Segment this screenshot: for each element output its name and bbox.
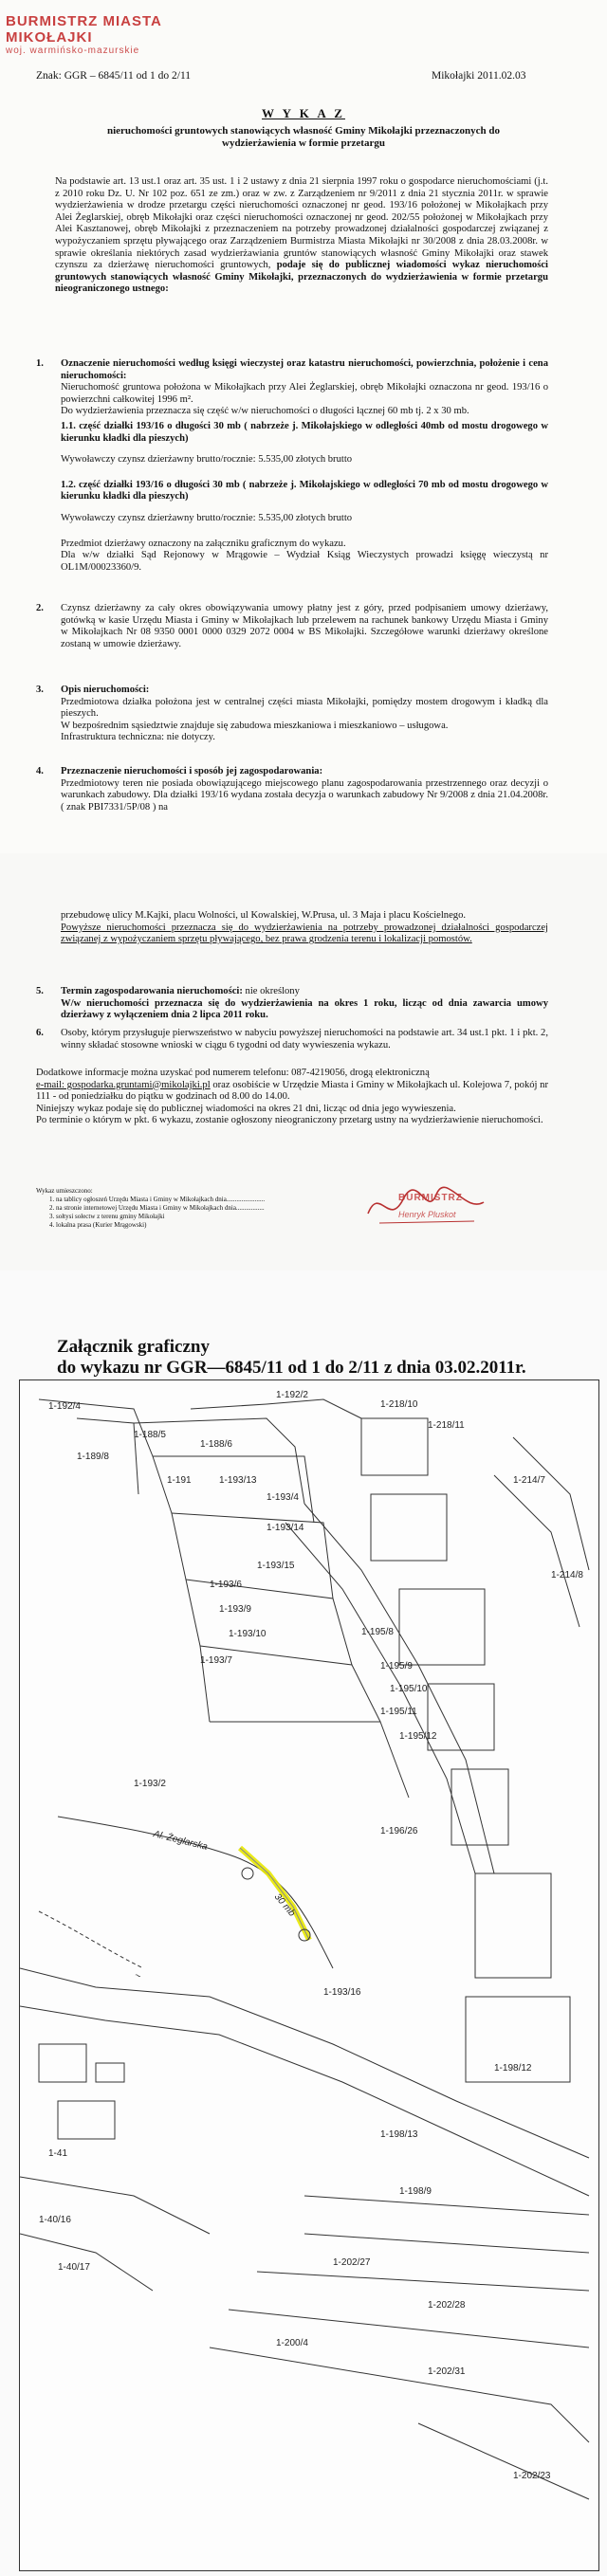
- document-sign: Znak: GGR – 6845/11 od 1 do 2/11: [36, 70, 192, 82]
- parcel-label: 1-202/23: [513, 2471, 551, 2481]
- parcel-label: 1-193/9: [219, 1604, 251, 1615]
- parcel-label: 1-202/27: [333, 2257, 371, 2268]
- parcel-label: 1-40/17: [58, 2262, 90, 2273]
- point-5-body: nie określony: [245, 986, 300, 996]
- info-office: oraz osobiście w Urzędzie Miasta i Gminy w Mikołajkach ul. Kolejowa 7, pokój nr 111 - od poniedziałku do piątku w godzinach od 8.00 do 14.00.: [36, 1079, 549, 1103]
- lease-length-label: 30 mb: [271, 1891, 298, 1919]
- parcel-label: 1-198/9: [399, 2186, 432, 2197]
- point-4-cont-text: przebudowę ulicy M.Kajki, placu Wolności, ul Kowalskiej, W.Prusa, ul. 3 Maja i placu Kościelnego.: [61, 910, 467, 921]
- parcel-label: 1-191: [167, 1475, 192, 1486]
- document-page-2: [0, 853, 607, 1270]
- parcel-label: 1-188/5: [134, 1430, 166, 1440]
- intro-paragraph: [55, 176, 548, 296]
- parcel-label: 1-40/16: [39, 2215, 71, 2225]
- intro-bold-text: podaje się do publicznej wiadomości wykaz nieruchomości gruntowych stanowiących własność Gminy Mikołajki, przeznaczonych do wydzierżawienia w formie przetargu nieograniczonego ustnego:: [55, 260, 549, 295]
- parcel-label: 1-198/13: [380, 2129, 418, 2140]
- map-title-line-1: Załącznik graficzny: [57, 1337, 210, 1357]
- parcel-label: 1-200/4: [276, 2338, 308, 2348]
- point-2-body: Czynsz dzierżawny za cały okres obowiązywania umowy płatny jest z góry, przed podpisaniem umowy dzierżawy, gotówką w kasie Urzędu Miasta i Gminy w Mikołajkach lub przelewem na rachunek bankowy Urzędu Miasta i Gminy w Mikołajkach Nr 08 9350 0001 0000 0329 2072 0004 w BS Mikołajki. Szczegółowe warunki dzierżawy określone zostaną w umowie dzierżawy.: [61, 603, 548, 649]
- parcel-label: 1-193/4: [267, 1492, 299, 1503]
- additional-info: [36, 1068, 548, 1127]
- parcel-label: 1-202/31: [428, 2366, 466, 2377]
- point-3: [36, 685, 548, 744]
- document-page-1: [0, 0, 607, 853]
- street-label: Al. Żeglarska: [152, 1829, 209, 1853]
- document-place-date: Mikołajki 2011.02.03: [432, 70, 526, 82]
- point-4-continuation: [61, 910, 548, 946]
- map-title-line-2: do wykazu nr GGR—6845/11 od 1 do 2/11 z dnia 03.02.2011r.: [57, 1358, 526, 1378]
- point-3-body-3: Infrastruktura techniczna: nie dotyczy.: [61, 732, 215, 743]
- point-3-heading: Opis nieruchomości:: [61, 685, 150, 695]
- point-4: [36, 766, 548, 813]
- parcel-label: 1-195/8: [361, 1627, 394, 1637]
- point-1: [36, 358, 548, 574]
- parcel-label: 1-218/11: [428, 1420, 465, 1431]
- notes-item: 1. na tablicy ogłoszeń Urzędu Miasta i Gminy w Mikołajkach dnia.......................: [49, 1196, 266, 1203]
- parcel-label: 1-193/6: [210, 1580, 242, 1590]
- parcel-label: 1-192/2: [276, 1390, 308, 1400]
- parcel-label: 1-41: [48, 2148, 68, 2159]
- stamp-line-2: woj. warmińsko-mazurskie: [6, 46, 140, 56]
- notes-heading: Wykaz umieszczono:: [36, 1187, 93, 1195]
- info-email[interactable]: e-mail: gospodarka.gruntami@mikolajki.pl: [36, 1079, 211, 1090]
- point-5-number: 5.: [36, 986, 44, 996]
- map-title: [57, 1337, 526, 1379]
- parcel-label: 1-195/10: [390, 1684, 428, 1694]
- document-title: W Y K A Z: [262, 106, 345, 120]
- notes-item: 2. na stronie internetowej Urzędu Miasta i Gminy w Mikołajkach dnia.................: [49, 1204, 265, 1212]
- parcel-label: 1-193/16: [323, 1987, 361, 1998]
- point-1-body: Nieruchomość gruntowa położona w Mikołajkach przy Alei Żeglarskiej, obręb Mikołajki oznaczona nr geod. 193/16 o powierzchni całkowitej 1996 m².: [61, 382, 548, 405]
- point-3-body: Przedmiotowa działka położona jest w centralnej części miasta Mikołajki, pomiędzy mostem drogowym i kładką dla pieszych.: [61, 696, 548, 720]
- svg-text:~: ~: [132, 1969, 143, 1983]
- mayor-stamp: [6, 13, 243, 56]
- notes-item: 3. sołtysi sołectw z terenu gminy Mikołajki: [49, 1213, 165, 1220]
- parcel-label: 1-193/15: [257, 1561, 295, 1571]
- point-1-1-price: Wywoławczy czynsz dzierżawny brutto/rocznie: 5.535,00 złotych brutto: [61, 454, 353, 466]
- info-tender: Po terminie o którym w pkt. 6 wykazu, zostanie ogłoszony nieograniczony przetarg ustny na wydzierżawienie nieruchomości.: [36, 1115, 543, 1126]
- info-phone: Dodatkowe informacje można uzyskać pod numerem telefonu: 087-4219056, drogą elektroniczną: [36, 1068, 430, 1078]
- parcel-label: 1-188/6: [200, 1439, 232, 1450]
- point-2: [36, 603, 548, 650]
- point-1-body-2: Do wydzierżawienia przeznacza się część w/w nieruchomości o długości łącznej 60 mb tj. 2 x 30 mb.: [61, 406, 469, 417]
- point-1-heading: Oznaczenie nieruchomości według księgi wieczystej oraz katastru nieruchomości, powierzchnia, położenie i cena nieruchomości:: [61, 358, 548, 381]
- parcel-label: 1-192/4: [48, 1401, 81, 1412]
- signature-scribble-icon: [360, 1176, 493, 1242]
- point-1-map-ref: Przedmiot dzierżawy oznaczony na załączniku graficznym do wykazu.: [61, 538, 346, 549]
- point-1-2-price: Wywoławczy czynsz dzierżawny brutto/rocznie: 5.535,00 złotych brutto: [61, 512, 353, 523]
- parcel-label: 1-202/28: [428, 2300, 466, 2311]
- intro-text: Na podstawie art. 13 ust.1 oraz art. 35 ust. 1 i 2 ustawy z dnia 21 sierpnia 1997 roku o gospodarce nieruchomościami (j.t. z 2010 roku Dz. U. Nr 102 poz. 651 ze zm.) oraz w zw. z Zarządzeniem nr 9/2011 z dnia 21 stycznia 2011r. w sprawie wydzierżawienia w drodze przetargu części nieruchomości oznaczonej nr geod. 193/16 położonej w Mikołajkach przy Alei Żeglarskiej, obręb Mikołajki oraz części nieruchomości oznaczonej nr geod. 202/55 położonej w Mikołajkach przy Alei Kasztanowej, obręb Mikołajki z przeznaczeniem na potrzeby prowadzonej działalności gospodarczej związanej z wypożyczaniem sprzętu pływającego oraz Zarządzeniem Burmistrza Miasta Mikołajki nr 30/2008 z dnia 28.03.2008r. w sprawie określania niektórych zasad wydzierżawiania gruntów stanowiących własność Gminy Mikołajki oraz stawek czynszu za dzierżawę nieruchomości gruntowych,: [55, 176, 548, 271]
- parcel-label: 1-218/10: [380, 1399, 418, 1410]
- parcel-label: 1-193/7: [200, 1655, 232, 1666]
- point-1-2: 1.2. część działki 193/16 o długości 30 mb ( nabrzeże j. Mikołajskiego w odległości 70 mb od mostu drogowego w kierunku kładki dla pieszych): [61, 479, 548, 502]
- point-3-body-2: W bezpośrednim sąsiedztwie znajduje się zabudowa mieszkaniowa i mieszkaniowo – usługowa.: [61, 720, 449, 731]
- parcel-label: 1-195/9: [380, 1661, 413, 1672]
- point-5-heading: Termin zagospodarowania nieruchomości:: [61, 986, 243, 996]
- point-5-lease-term: W/w nieruchomości przeznacza się do wydzierżawienia na okres 1 roku, licząc od dnia zawarcia umowy dzierżawy z wyłączeniem dnia 2 lipca 2011 roku.: [61, 997, 548, 1021]
- document-subtitle: nieruchomości gruntowych stanowiących własność Gminy Mikołajki przeznaczonych do wydzierżawienia w formie przetargu: [106, 125, 501, 149]
- point-6-body: Osoby, którym przysługuje pierwszeństwo w nabyciu powyższej nieruchomości na podstawie art. 34 ust.1 pkt. 1 i pkt. 2, winny składać stosowne wnioski w ciągu 6 tygodni od daty wywieszenia wykazu.: [61, 1028, 548, 1050]
- parcel-label: 1-214/7: [513, 1475, 545, 1486]
- posting-notes: [36, 1187, 283, 1230]
- parcel-label: 1-193/14: [267, 1523, 304, 1533]
- signature-stamp: [360, 1176, 493, 1242]
- signature-title: BURMISTRZ: [398, 1193, 463, 1203]
- parcel-label: 1-195/12: [399, 1731, 437, 1742]
- notes-item: 4. lokalna prasa (Kurier Mrągowski): [49, 1221, 147, 1229]
- parcel-label: 1-196/26: [380, 1826, 418, 1836]
- parcel-label: 1-193/2: [134, 1779, 166, 1789]
- parcel-label: 1-193/13: [219, 1475, 257, 1486]
- purpose-text: Powyższe nieruchomości przeznacza się do wydzierżawienia na potrzeby prowadzonej działalności gospodarczej związanej z wypożyczaniem sprzętu pływającego, bez prawa grodzenia terenu i lokalizacji pomostów.: [61, 922, 548, 945]
- point-5: [36, 986, 548, 1022]
- parcel-label: 1-214/8: [551, 1570, 583, 1580]
- point-6-number: 6.: [36, 1028, 44, 1038]
- point-1-land-register: Dla w/w działki Sąd Rejonowy w Mrągowie – Wydział Ksiąg Wieczystych prowadzi księgę wieczystą nr OL1M/00023360/9.: [61, 550, 548, 573]
- cadastral-map: [19, 1379, 599, 2571]
- signature-name: Henryk Pluskot: [398, 1210, 456, 1219]
- point-4-body: Przedmiotowy teren nie posiada obowiązującego miejscowego planu zagospodarowania przestrzennego oraz decyzji o warunkach zabudowy. Dla działki 193/16 wydana została decyzja o warunkach zabudowy Nr 9/2008 z dnia 21.04.2008r. ( znak PBI7331/5P/08 ) na: [61, 777, 548, 813]
- stamp-line-1: BURMISTRZ MIASTA MIKOŁAJKI: [6, 13, 162, 46]
- lease-area-strip: [240, 1848, 309, 1940]
- point-1-number: 1.: [36, 358, 44, 369]
- point-4-heading: Przeznaczenie nieruchomości i sposób jej zagospodarowania:: [61, 766, 323, 776]
- info-publication: Niniejszy wykaz podaje się do publicznej wiadomości na okres 21 dni, licząc od dnia jego wywieszenia.: [36, 1103, 456, 1114]
- point-1-1: 1.1. część działki 193/16 o długości 30 mb ( nabrzeże j. Mikołajskiego w odległości 40mb od mostu drogowego w kierunku kładki dla pieszych): [61, 420, 548, 444]
- parcel-label: 1-198/12: [494, 2063, 532, 2074]
- point-2-number: 2.: [36, 603, 44, 613]
- point-6: [36, 1028, 548, 1051]
- point-4-number: 4.: [36, 766, 44, 776]
- parcel-label: 1-193/10: [229, 1629, 267, 1639]
- parcel-label: 1-195/11: [380, 1707, 417, 1717]
- point-3-number: 3.: [36, 685, 44, 695]
- map-drawing: [20, 1380, 598, 2570]
- parcel-label: 1-189/8: [77, 1452, 109, 1462]
